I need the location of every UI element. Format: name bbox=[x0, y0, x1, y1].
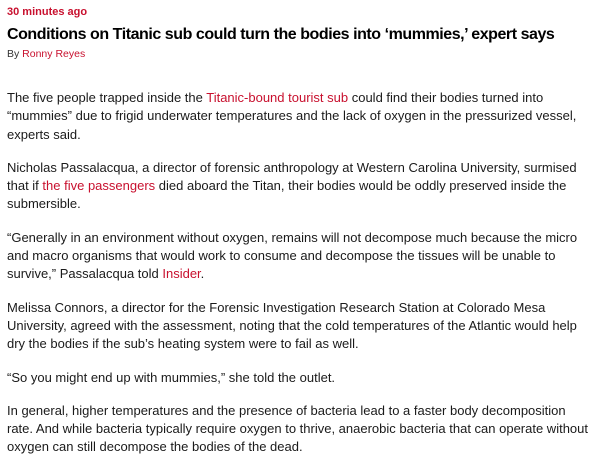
paragraph-text: “Generally in an environment without oxygen, remains will not decompose much because the micro and macro organisms that would work to consume and decompose the tissues will be unable to survive,” Passalacqua told bbox=[7, 229, 578, 282]
paragraph-text: . bbox=[200, 266, 205, 282]
paragraph-6: In general, higher temperatures and the presence of bacteria lead to a faster body decomposition rate. And while bacteria typically require oxygen to thrive, anaerobic bacteria that can operate without oxygen can still decompose the bodies of the dead. bbox=[7, 402, 589, 455]
article-body bbox=[7, 89, 595, 457]
paragraph-text: could find their bodies turned into “mummies” due to frigid underwater temperatures and the lack of oxygen in the pressurized vessel, experts said. bbox=[7, 90, 577, 142]
paragraph-3 bbox=[7, 229, 595, 284]
paragraph-text: Nicholas Passalacqua, a director of forensic anthropology at Western Carolina University, surmised that if bbox=[7, 159, 577, 194]
article bbox=[7, 0, 595, 472]
headline[interactable]: Conditions on Titanic sub could turn the bodies into ‘mummies,’ expert says bbox=[7, 26, 555, 43]
author-link[interactable]: Ronny Reyes bbox=[22, 48, 86, 60]
paragraph-2 bbox=[7, 159, 595, 214]
titanic-sub-link[interactable]: Titanic-bound tourist sub bbox=[206, 90, 349, 105]
insider-link[interactable]: Insider bbox=[162, 266, 201, 282]
paragraph-text: The five people trapped inside the bbox=[7, 90, 207, 105]
paragraph-4: Melissa Connors, a director for the Forensic Investigation Research Station at Colorado Mesa University, agreed with the assessment, noting that the cold temperatures of the Atlantic would help dry the bodies if the sub’s heating system were to fail as well. bbox=[7, 299, 577, 352]
byline-prefix: By bbox=[7, 48, 23, 60]
timestamp: 30 minutes ago bbox=[7, 6, 88, 18]
paragraph-1 bbox=[7, 89, 595, 144]
paragraph-text: died aboard the Titan, their bodies would be oddly preserved inside the submersible. bbox=[7, 178, 567, 212]
paragraph-5: “So you might end up with mummies,” she told the outlet. bbox=[7, 369, 336, 385]
five-passengers-link[interactable]: the five passengers bbox=[42, 178, 156, 194]
byline bbox=[7, 47, 595, 61]
